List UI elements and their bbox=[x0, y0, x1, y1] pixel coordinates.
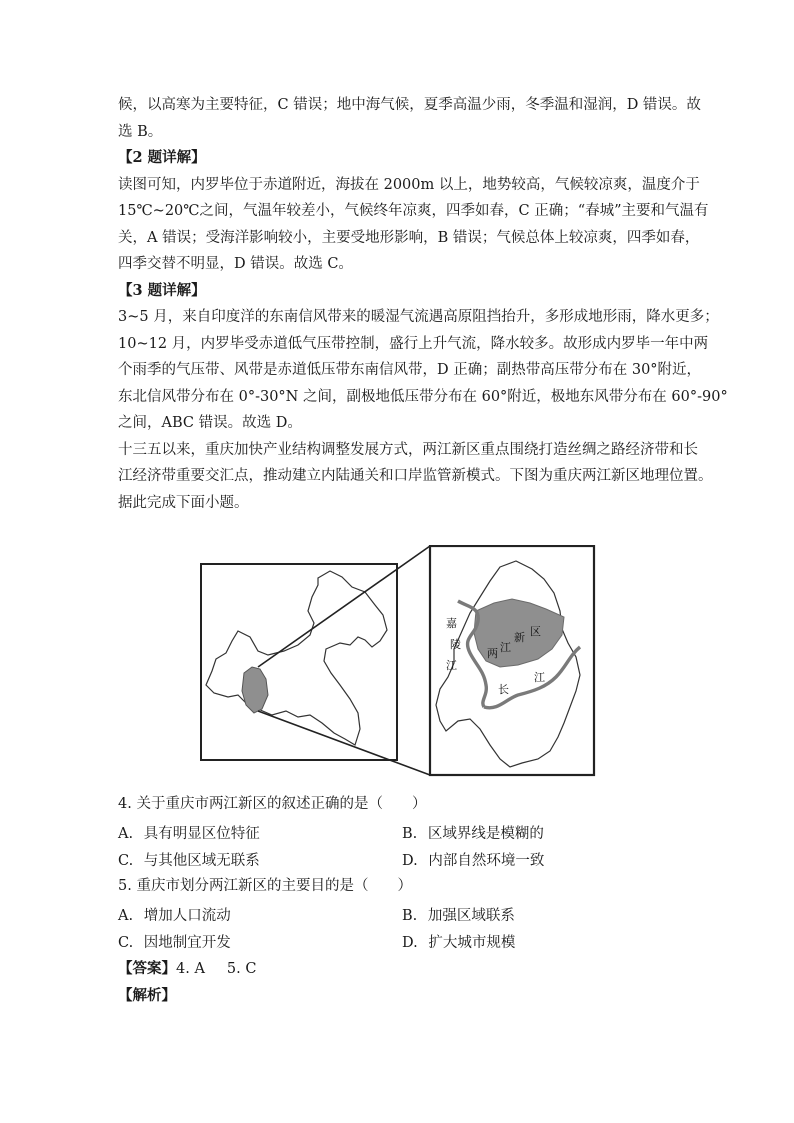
question-5-option-c bbox=[118, 931, 231, 952]
option-key: C. bbox=[118, 853, 134, 869]
option-key: D. bbox=[402, 935, 418, 951]
intro-line: 江经济带重要交汇点，推动建立内陆通关和口岸监管新模式。下图为重庆两江新区地理位置。 bbox=[118, 468, 713, 484]
map-label: 长 bbox=[498, 683, 509, 696]
option-text: 因地制宜开发 bbox=[143, 935, 231, 951]
option-text: 区域界线是模糊的 bbox=[427, 826, 544, 842]
chongqing-outline bbox=[206, 571, 387, 745]
map-label: 两 bbox=[487, 647, 498, 660]
text-line: 之间，ABC 错误。故选 D。 bbox=[118, 415, 302, 431]
option-key: A. bbox=[118, 826, 134, 842]
text-line: 东北信风带分布在 0°-30°N 之间，副极地低压带分布在 60°附近，极地东风带分布在 60°-90° bbox=[118, 388, 728, 405]
question-4-option-a bbox=[118, 822, 260, 843]
option-text: 加强区域联系 bbox=[427, 908, 515, 924]
text-line: 15℃~20℃之间，气温年较差小，气候终年凉爽，四季如春，C 正确；“春城”主要和气温有 bbox=[118, 203, 709, 219]
option-key: B. bbox=[402, 908, 418, 924]
option-key: C. bbox=[118, 935, 134, 951]
question-5-option-a bbox=[118, 904, 231, 925]
text-line: 读图可知，内罗毕位于赤道附近，海拔在 2000m 以上，地势较高，气候较凉爽，温度介于 bbox=[118, 176, 700, 193]
answer-item: 5. C bbox=[226, 961, 257, 977]
answer-line bbox=[118, 955, 256, 983]
intro-line: 据此完成下面小题。 bbox=[118, 494, 249, 511]
question-5-option-d bbox=[402, 931, 515, 952]
map-label: 嘉 bbox=[446, 617, 457, 630]
question-4-stem: 4. 关于重庆市两江新区的叙述正确的是（ ） bbox=[118, 796, 427, 812]
option-text: 与其他区域无联系 bbox=[143, 853, 260, 869]
question-4-option-c bbox=[118, 849, 260, 870]
question-4-option-d bbox=[402, 849, 544, 870]
question-5-stem: 5. 重庆市划分两江新区的主要目的是（ ） bbox=[118, 878, 412, 894]
option-key: B. bbox=[402, 826, 418, 842]
question-5-option-b bbox=[402, 904, 515, 925]
section-heading: 【3 题详解】 bbox=[118, 281, 206, 299]
chongqing-liangjiang-map bbox=[200, 545, 600, 781]
text-line: 个雨季的气压带、风带是赤道低压带东南信风带，D 正确；副热带高压带分布在 30°附近， bbox=[118, 362, 702, 378]
map-label: 区 bbox=[530, 625, 541, 638]
option-text: 扩大城市规模 bbox=[428, 935, 516, 951]
answer-label: 【答案】 bbox=[118, 960, 176, 977]
explanation-1 bbox=[118, 92, 728, 516]
option-text: 内部自然环境一致 bbox=[428, 853, 545, 869]
map-label: 江 bbox=[534, 671, 545, 684]
map-label: 江 bbox=[500, 641, 511, 654]
text-line: 四季交替不明显，D 错误。故选 C。 bbox=[118, 256, 353, 272]
question-4-option-b bbox=[402, 822, 544, 843]
text-line: 选 B。 bbox=[118, 123, 163, 140]
text-line: 关，A 错误；受海洋影响较小，主要受地形影响，B 错误；气候总体上较凉爽，四季如春， bbox=[118, 229, 700, 246]
option-key: A. bbox=[118, 908, 134, 924]
section-heading: 【2 题详解】 bbox=[118, 149, 206, 166]
analysis-label: 【解析】 bbox=[118, 987, 176, 1004]
option-key: D. bbox=[402, 853, 418, 869]
answer-item: 4. A bbox=[176, 961, 205, 977]
map-label: 新 bbox=[514, 631, 525, 644]
intro-line: 十三五以来，重庆加快产业结构调整发展方式，两江新区重点围绕打造丝绸之路经济带和长 bbox=[118, 441, 698, 458]
map-label: 江 bbox=[446, 659, 457, 672]
text-line: 3~5 月，来自印度洋的东南信风带来的暖湿气流遇高原阻挡抬升，多形成地形雨，降水更多； bbox=[118, 309, 719, 325]
option-text: 增加人口流动 bbox=[143, 908, 231, 924]
map-label: 陵 bbox=[450, 638, 461, 651]
map-svg bbox=[200, 545, 600, 781]
text-line: 10~12 月，内罗毕受赤道低气压带控制，盛行上升气流，降水较多。故形成内罗毕一年中两 bbox=[118, 335, 709, 352]
option-text: 具有明显区位特征 bbox=[143, 826, 260, 842]
text-line: 候，以高寒为主要特征，C 错误；地中海气候，夏季高温少雨，冬季温和湿润，D 错误。故 bbox=[118, 97, 701, 113]
